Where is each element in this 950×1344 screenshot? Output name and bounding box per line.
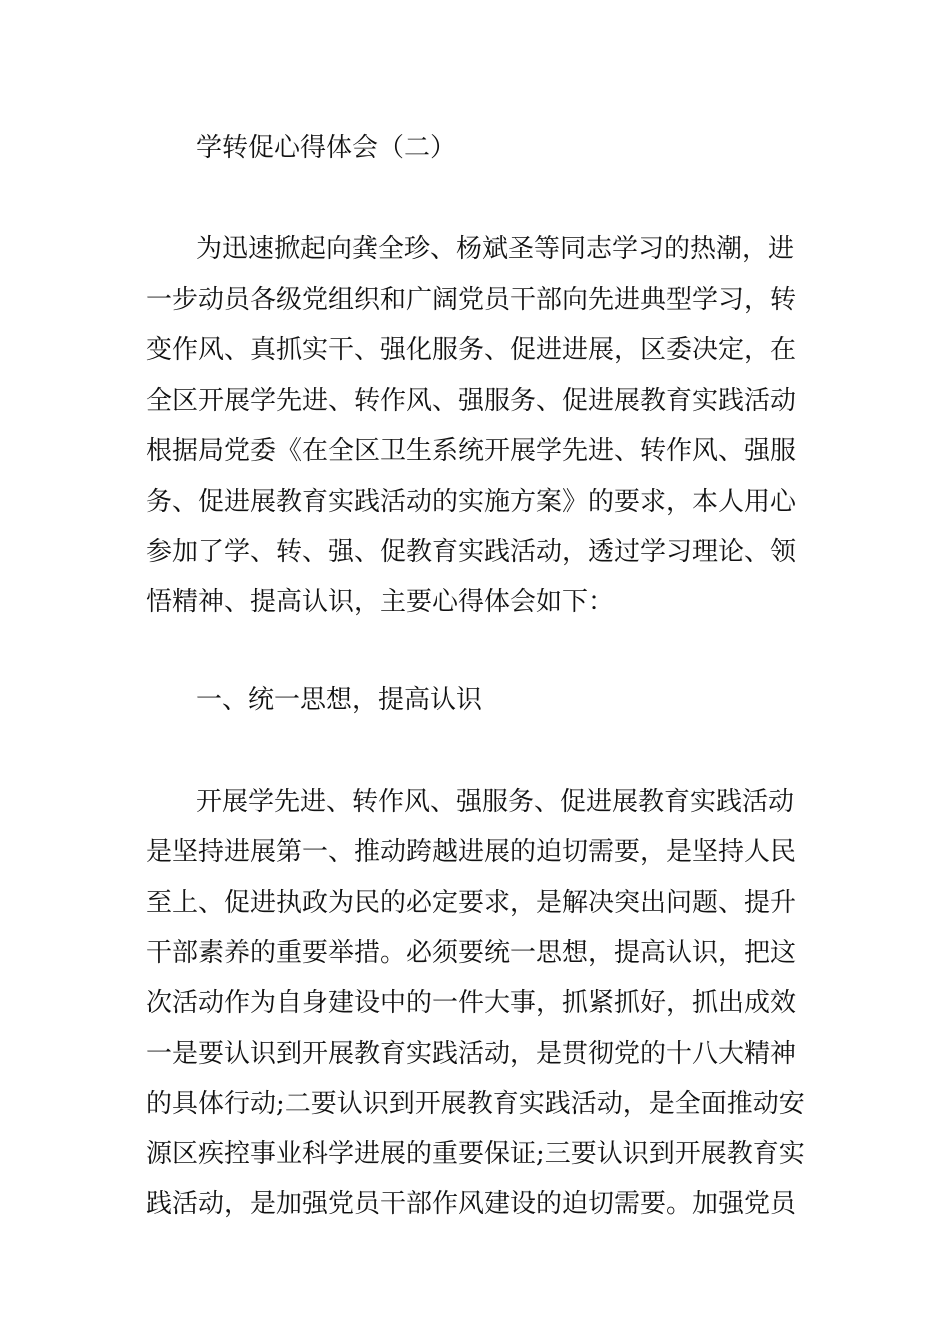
paragraph-line: 至上、促进执政为民的必定要求，是解决突出问题、提升 [146,888,797,918]
paragraph-line: 全区开展学先进、转作风、强服务、促进展教育实践活动 [146,386,797,416]
paragraph-line: 一步动员各级党组织和广阔党员干部向先进典型学习，转 [146,285,797,315]
paragraph-line: 务、促进展教育实践活动的实施方案》的要求，本人用心 [146,487,797,517]
paragraph-line: 变作风、真抓实干、强化服务、促进进展，区委决定，在 [146,335,797,365]
paragraph-line: 为迅速掀起向龚全珍、杨斌圣等同志学习的热潮，进 [196,234,795,264]
paragraph-line: 的具体行动;二要认识到开展教育实践活动，是全面推动安 [146,1089,805,1119]
paragraph-line: 次活动作为自身建设中的一件大事，抓紧抓好，抓出成效 [146,988,797,1018]
paragraph-line: 参加了学、转、强、促教育实践活动，透过学习理论、领 [146,537,797,567]
paragraph-line: 践活动，是加强党员干部作风建设的迫切需要。加强党员 [146,1189,797,1219]
section-heading: 一、统一思想，提高认识 [196,685,483,715]
paragraph-line: 干部素养的重要举措。必须要统一思想，提高认识，把这 [146,938,797,968]
paragraph-line: 开展学先进、转作风、强服务、促进展教育实践活动 [196,787,795,817]
paragraph-line: 根据局党委《在全区卫生系统开展学先进、转作风、强服 [146,436,797,466]
document-title: 学转促心得体会（二） [196,133,457,163]
paragraph-line: 悟精神、提高认识，主要心得体会如下： [146,587,615,617]
paragraph-line: 源区疾控事业科学进展的重要保证;三要认识到开展教育实 [146,1139,805,1169]
paragraph-line: 是坚持进展第一、推动跨越进展的迫切需要，是坚持人民 [146,837,797,867]
paragraph-line: 一是要认识到开展教育实践活动，是贯彻党的十八大精神 [146,1039,797,1069]
